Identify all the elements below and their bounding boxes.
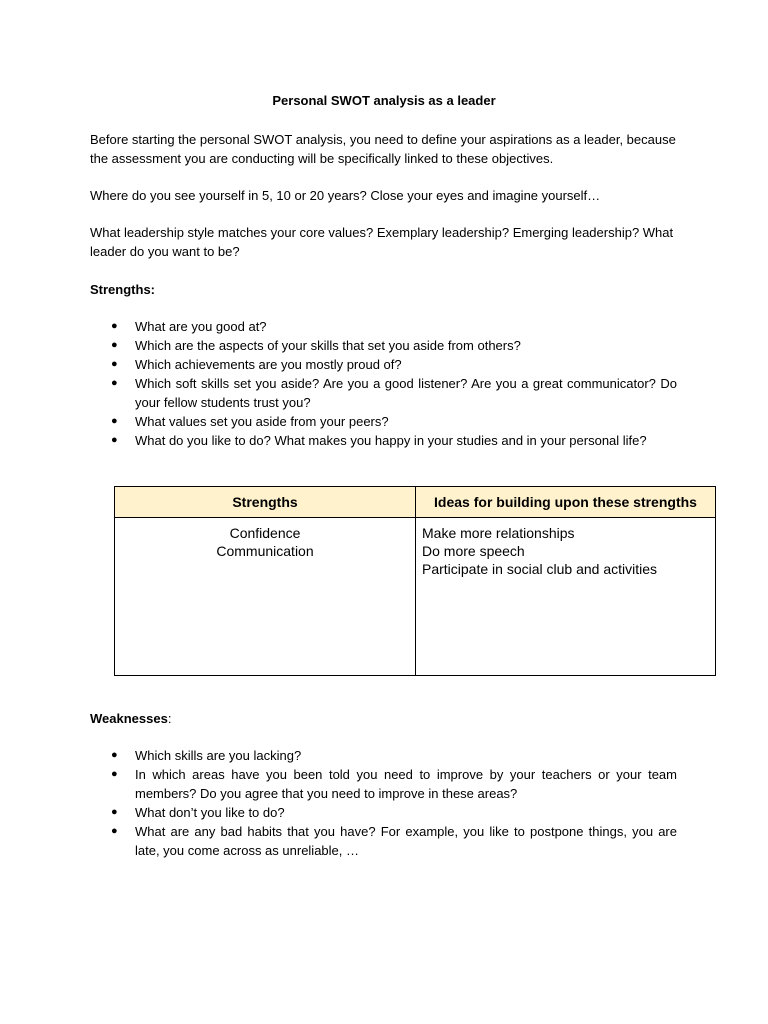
bullet-icon: ● (111, 434, 118, 446)
strengths-heading-text: Strengths: (90, 282, 155, 297)
weaknesses-heading (90, 709, 171, 728)
strength-item: Confidence (229, 525, 301, 541)
list-item-text: What do you like to do? What makes you happy in your studies and in your personal life? (135, 433, 647, 448)
idea-item: Do more speech (422, 543, 525, 559)
strengths-table (114, 486, 716, 676)
strengths-cell (115, 518, 416, 676)
list-item-text: In which areas have you been told you need to improve by your teachers or your team members? Do you agree that you need to improve in these areas? (135, 767, 677, 801)
list-item (90, 336, 677, 355)
idea-item: Participate in social club and activities (422, 561, 658, 577)
table-row (115, 518, 716, 676)
table-header-strengths: Strengths (115, 487, 416, 518)
bullet-icon: ● (111, 320, 118, 332)
strength-item: Communication (216, 543, 314, 559)
intro-paragraph-leadership-style: What leadership style matches your core values? Exemplary leadership? Emerging leadership? What leader do you want to be? (90, 225, 674, 259)
list-item (90, 765, 677, 803)
weaknesses-question-list (90, 746, 677, 860)
list-item (90, 803, 677, 822)
weaknesses-heading-colon: : (167, 711, 172, 726)
bullet-icon: ● (111, 358, 118, 370)
strengths-heading (90, 280, 155, 299)
list-item (90, 431, 677, 450)
list-item-text: What don’t you like to do? (135, 805, 285, 820)
bullet-icon: ● (111, 415, 118, 427)
intro-paragraph-years: Where do you see yourself in 5, 10 or 20 years? Close your eyes and imagine yourself… (90, 188, 601, 203)
list-item-text: Which achievements are you mostly proud of? (135, 357, 402, 372)
bullet-icon: ● (111, 377, 118, 389)
bullet-icon: ● (111, 768, 118, 780)
list-item-text: Which soft skills set you aside? Are you a good listener? Are you a great communicator? Do your fellow students trust you? (135, 376, 677, 410)
list-item-text: What values set you aside from your peers? (135, 414, 389, 429)
list-item (90, 822, 677, 860)
list-item (90, 746, 677, 765)
list-item (90, 374, 677, 412)
ideas-cell (416, 518, 716, 676)
list-item-text: Which skills are you lacking? (135, 748, 302, 763)
document-title: Personal SWOT analysis as a leader (272, 93, 496, 108)
bullet-icon: ● (111, 749, 118, 761)
table-header-row (115, 487, 716, 518)
bullet-icon: ● (111, 339, 118, 351)
table-header-ideas: Ideas for building upon these strengths (416, 487, 716, 518)
list-item-text: Which are the aspects of your skills that set you aside from others? (135, 338, 521, 353)
list-item-text: What are any bad habits that you have? For example, you like to postpone things, you are late, you come across as unreliable, … (135, 824, 677, 858)
list-item (90, 355, 677, 374)
list-item (90, 317, 677, 336)
bullet-icon: ● (111, 825, 118, 837)
list-item-text: What are you good at? (135, 319, 267, 334)
intro-paragraph-aspirations: Before starting the personal SWOT analysis, you need to define your aspirations as a leader, because the assessment you are conducting will be specifically linked to these objectives. (90, 132, 676, 166)
strengths-question-list (90, 317, 677, 450)
bullet-icon: ● (111, 806, 118, 818)
weaknesses-heading-text: Weaknesses (90, 711, 168, 726)
idea-item: Make more relationships (422, 525, 575, 541)
list-item (90, 412, 677, 431)
